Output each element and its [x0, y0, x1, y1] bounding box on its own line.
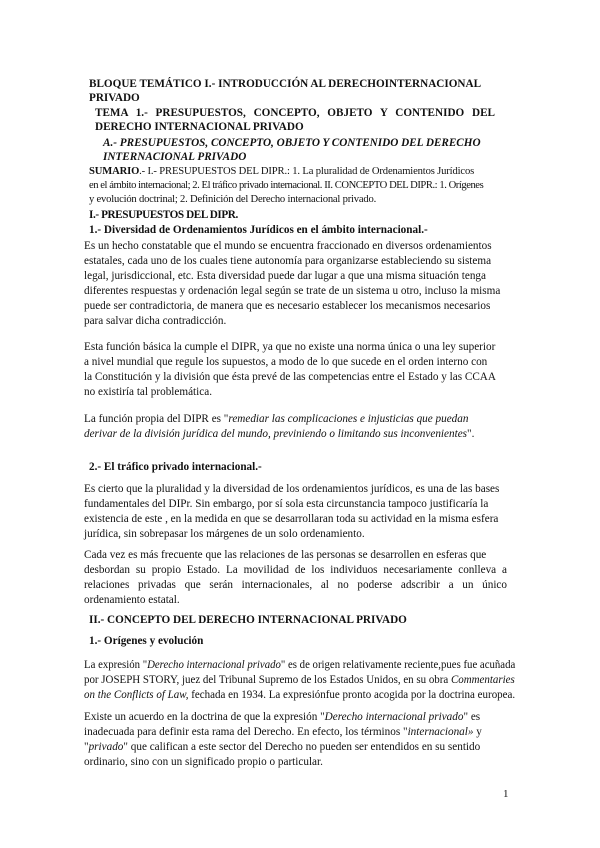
s1-p3-line-2: derivar de la división jurídica del mundo, previniendo o limitando sus inconvenientes". — [84, 428, 475, 440]
subtema-title-line-2: INTERNACIONAL PRIVADO — [103, 151, 247, 163]
sumario-line-1: SUMARIO.- I.- PRESUPUESTOS DEL DIPR.: 1. La pluralidad de Ordenamientos Jurídicos — [89, 166, 475, 177]
tema-title-line-2: DERECHO INTERNACIONAL PRIVADO — [95, 121, 304, 133]
s1-p5-line-4: ordenamiento estatal. — [84, 594, 180, 606]
s1-p4-line-3: existencia de este , en la medida en que se desarrollaran toda su actividad en la misma esfera — [84, 513, 499, 525]
s1-p1-line-1: Es un hecho constatable que el mundo se encuentra fraccionado en diversos ordenamientos — [84, 240, 492, 252]
section-1-sub-2-title: 2.- El tráfico privado internacional.- — [89, 461, 262, 473]
s1-p1-line-5: puede ser contradictoria, de manera que es necesario establecer los mecanismos necesarios — [84, 300, 491, 312]
sumario-line-2: en el ámbito internacional; 2. El tráfico privado internacional. II. CONCEPTO DEL DIPR.: 1. Orígenes — [89, 180, 484, 191]
sumario-label: SUMARIO — [89, 166, 140, 177]
s1-p1-line-4: diferentes respuestas y ordenación legal según se trate de un sistema u otro, incluso la misma — [84, 285, 501, 297]
s2-p2-line-2: inadecuada para definir esta rama del Derecho. En efecto, los términos "internacional» y — [84, 726, 482, 738]
section-2-sub-1-title: 1.- Orígenes y evolución — [89, 635, 204, 647]
section-2-title: II.- CONCEPTO DEL DERECHO INTERNACIONAL PRIVADO — [89, 614, 407, 626]
s1-p5-line-3: relaciones privadas que serán internacionales, al no poderse adscribir a un único — [84, 579, 507, 591]
section-1-sub-1-title: 1.- Diversidad de Ordenamientos Jurídicos en el ámbito internacional.- — [89, 224, 428, 236]
s2-p2-line-4: ordinario, sino con un significado propio o particular. — [84, 756, 323, 768]
tema-title-line-1: TEMA 1.- PRESUPUESTOS, CONCEPTO, OBJETO Y CONTENIDO DEL — [95, 107, 495, 119]
s1-p4-line-1: Es cierto que la pluralidad y la diversidad de los ordenamientos jurídicos, es una de las bases — [84, 483, 500, 495]
s1-p2-line-1: Esta función básica la cumple el DIPR, ya que no existe una norma única o una ley superior — [84, 341, 496, 353]
s2-p1-line-3: on the Conflicts of Law, fechada en 1934. La expresiónfue pronto acogida por la doctrina europea. — [84, 689, 516, 701]
s2-p1-line-2: por JOSEPH STORY, juez del Tribunal Supremo de los Estados Unidos, en su obra Commentaries — [84, 674, 515, 686]
s1-p1-line-6: para salvar dicha contradicción. — [84, 315, 227, 327]
s1-p4-line-4: jurídica, sin sobrepasar los márgenes de un solo ordenamiento. — [84, 528, 365, 540]
s1-p3-line-1: La función propia del DIPR es "remediar las complicaciones e injusticias que puedan — [84, 413, 469, 425]
s1-p5-line-1: Cada vez es más frecuente que las relaciones de las personas se desarrollen en esferas que — [84, 549, 487, 561]
section-1-title: I.- PRESUPUESTOS DEL DIPR. — [89, 209, 238, 221]
s2-p2-line-3: "privado" que califican a este sector del Derecho no pueden ser entendidos en su sentido — [84, 741, 481, 753]
s1-p5-line-2: desbordan su propio Estado. La movilidad de los individuos necesariamente conlleva a — [84, 564, 507, 576]
s1-p2-line-4: no existiría tal problemática. — [84, 386, 212, 398]
s2-p1-line-1: La expresión "Derecho internacional privado" es de origen relativamente reciente,pues fue acuñada — [84, 659, 516, 671]
subtema-title-line-1: A.- PRESUPUESTOS, CONCEPTO, OBJETO Y CONTENIDO DEL DERECHO — [103, 137, 481, 149]
bloque-title-line-1: BLOQUE TEMÁTICO I.- INTRODUCCIÓN AL DERECHOINTERNACIONAL — [89, 78, 482, 90]
page-number: 1 — [503, 788, 509, 800]
s1-p4-line-2: fundamentales del DIPr. Sin embargo, por sí sola esta circunstancia tampoco justificaría la — [84, 498, 489, 510]
bloque-title-line-2: PRIVADO — [89, 92, 140, 104]
sumario-line-3: y evolución doctrinal; 2. Definición del Derecho internacional privado. — [89, 194, 377, 205]
s1-p2-line-2: a nivel mundial que regule los supuestos, a modo de lo que sucede en el orden interno con — [84, 356, 488, 368]
s1-p1-line-2: estatales, cada uno de los cuales tiene autonomía para organizarse estableciendo su sistema — [84, 255, 492, 267]
s2-p2-line-1: Existe un acuerdo en la doctrina de que la expresión "Derecho internacional privado" es — [84, 711, 481, 723]
s1-p1-line-3: legal, jurisdiccional, etc. Esta diversidad puede dar lugar a que una misma situación tenga — [84, 270, 486, 282]
s1-p2-line-3: la Constitución y la división que ésta prevé de las competencias entre el Estado y las CCAA — [84, 371, 496, 383]
